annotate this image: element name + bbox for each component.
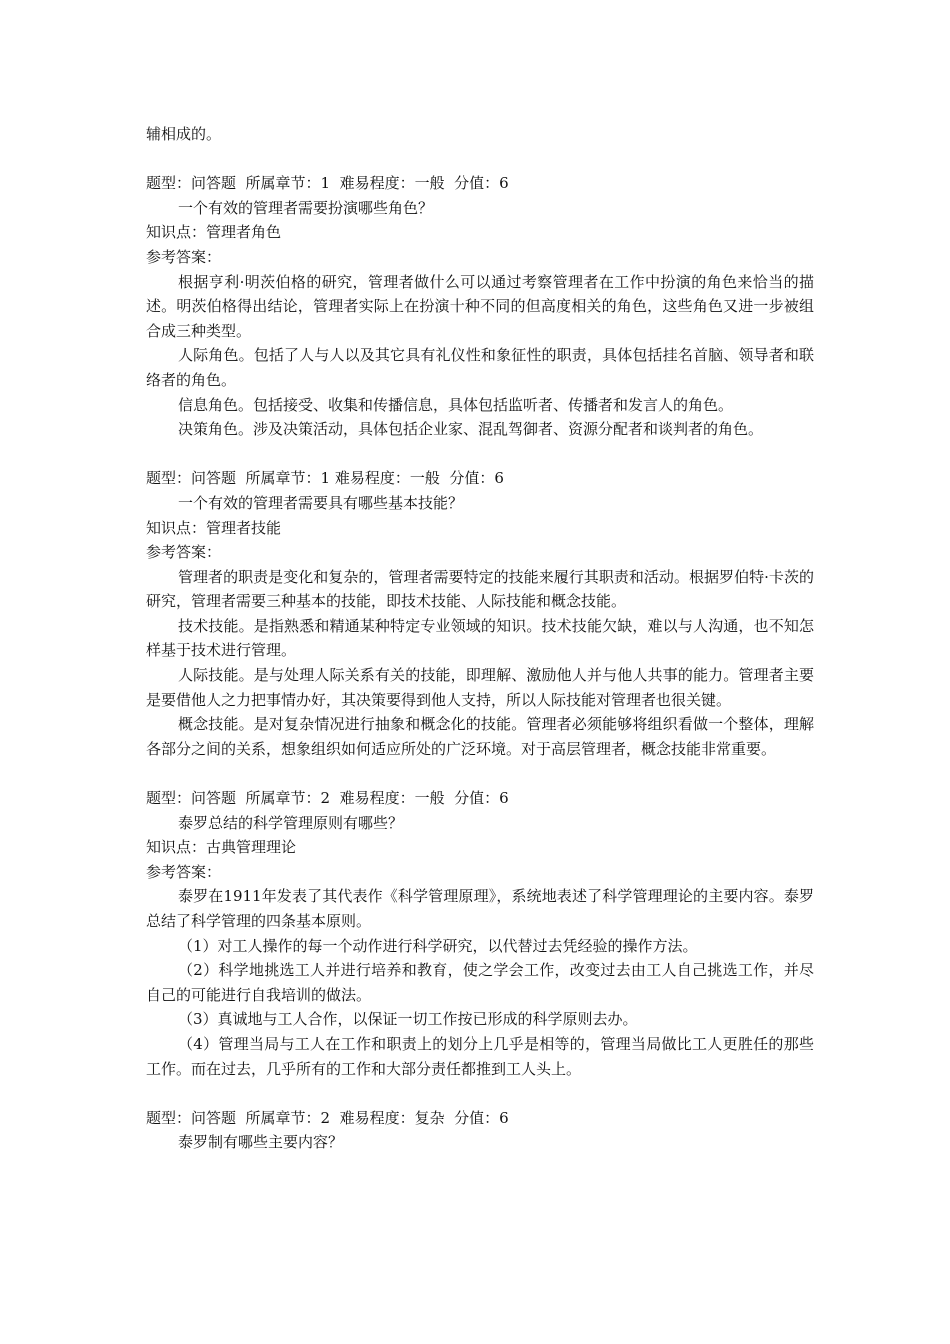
answer-label: 参考答案： <box>146 862 222 881</box>
question-meta: 题型：问答题 所属章节：1 难易程度：一般 分值：6 <box>146 174 509 193</box>
knowledge-point: 知识点：管理者技能 <box>146 518 282 537</box>
document-page <box>146 122 814 1155</box>
answer-paragraph: 根据亨利·明茨伯格的研究，管理者做什么可以通过考察管理者在工作中扮演的角色来恰当的描述。明茨伯格得出结论，管理者实际上在扮演十种不同的但高度相关的角色，这些角色又进一步被组合成三种类型。 <box>146 272 814 340</box>
answer-paragraph: 信息角色。包括接受、收集和传播信息，具体包括监听者、传播者和发言人的角色。 <box>178 395 734 414</box>
question-text: 泰罗总结的科学管理原则有哪些？ <box>178 813 404 832</box>
question-block-2 <box>146 466 814 761</box>
answer-paragraph: 管理者的职责是变化和复杂的，管理者需要特定的技能来履行其职责和活动。根据罗伯特·卡茨的研究，管理者需要三种基本的技能，即技术技能、人际技能和概念技能。 <box>146 567 814 611</box>
answer-paragraph: 人际角色。包括了人与人以及其它具有礼仪性和象征性的职责，具体包括挂名首脑、领导者和联络者的角色。 <box>146 346 814 389</box>
question-block-3 <box>146 786 814 1081</box>
answer-paragraph: （4）管理当局与工人在工作和职责上的划分上几乎是相等的，管理当局做比工人更胜任的那些工作。而在过去，几乎所有的工作和大部分责任都推到工人头上。 <box>146 1034 814 1078</box>
knowledge-point: 知识点：管理者角色 <box>146 223 282 242</box>
question-text: 一个有效的管理者需要扮演哪些角色？ <box>178 198 434 217</box>
answer-label: 参考答案： <box>146 247 222 266</box>
question-block-4 <box>146 1106 814 1155</box>
question-meta: 题型：问答题 所属章节：2 难易程度：复杂 分值：6 <box>146 1108 509 1127</box>
question-text: 泰罗制有哪些主要内容？ <box>178 1133 344 1152</box>
question-meta: 题型：问答题 所属章节：1 难易程度：一般 分值：6 <box>146 469 504 488</box>
question-text: 一个有效的管理者需要具有哪些基本技能？ <box>178 493 464 512</box>
answer-paragraph: （3）真诚地与工人合作，以保证一切工作按已形成的科学原则去办。 <box>178 1010 638 1029</box>
question-meta: 题型：问答题 所属章节：2 难易程度：一般 分值：6 <box>146 789 509 808</box>
answer-paragraph: 人际技能。是与处理人际关系有关的技能，即理解、激励他人并与他人共事的能力。管理者主要是要借他人之力把事情办好，其决策要得到他人支持，所以人际技能对管理者也很关键。 <box>146 666 814 709</box>
answer-paragraph: 泰罗在1911年发表了其代表作《科学管理原理》，系统地表述了科学管理理论的主要内容。泰罗总结了科学管理的四条基本原则。 <box>146 887 814 930</box>
answer-label: 参考答案： <box>146 543 222 562</box>
answer-paragraph: 决策角色。涉及决策活动，具体包括企业家、混乱驾御者、资源分配者和谈判者的角色。 <box>178 420 764 439</box>
answer-paragraph: （2）科学地挑选工人并进行培养和教育，使之学会工作，改变过去由工人自己挑选工作，并尽自己的可能进行自我培训的做法。 <box>146 961 814 1004</box>
intro-tail-text: 辅相成的。 <box>146 125 222 143</box>
answer-paragraph: 概念技能。是对复杂情况进行抽象和概念化的技能。管理者必须能够将组织看做一个整体，理解各部分之间的关系，想象组织如何适应所处的广泛环境。对于高层管理者，概念技能非常重要。 <box>146 715 814 758</box>
answer-paragraph: 技术技能。是指熟悉和精通某种特定专业领域的知识。技术技能欠缺，难以与人沟通，也不知怎样基于技术进行管理。 <box>146 616 814 660</box>
question-block-1 <box>146 171 814 442</box>
knowledge-point: 知识点：古典管理理论 <box>146 838 297 857</box>
answer-paragraph: （1）对工人操作的每一个动作进行科学研究，以代替过去凭经验的操作方法。 <box>178 936 698 955</box>
